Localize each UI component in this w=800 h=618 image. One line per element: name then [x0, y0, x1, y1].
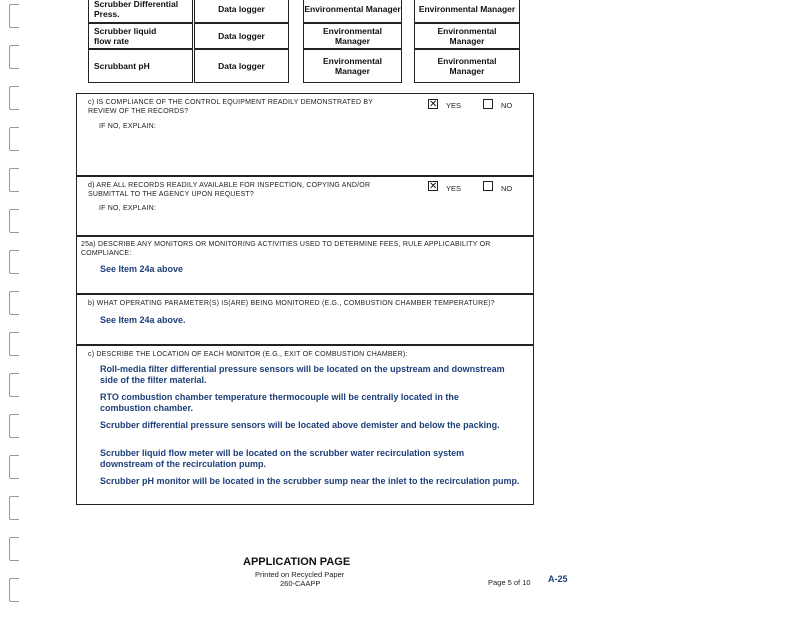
binder-hole: [9, 209, 19, 233]
footer-form-number: 260-CAAPP: [280, 579, 321, 588]
table-cell-reviewer: Environmental Manager: [414, 22, 520, 50]
binder-hole: [9, 291, 19, 315]
footer-page-number: Page 5 of 10: [488, 578, 531, 587]
table-cell-method: Data logger: [194, 48, 289, 83]
table-cell-responsible: Environmental Manager: [303, 48, 402, 83]
question-d-box: [76, 176, 534, 236]
table-cell-parameter: Scrubber Differential Press.: [88, 0, 193, 24]
binder-hole: [9, 455, 19, 479]
yes-label: YES: [446, 184, 462, 193]
question-d-text: d) ARE ALL RECORDS READILY AVAILABLE FOR INSPECTION, COPYING AND/OR SUBMITTAL TO THE AGENCY UPON REQUEST?: [88, 182, 371, 198]
binder-hole: [9, 250, 19, 274]
answer-location-item: Scrubber liquid flow meter will be located on the scrubber water recirculation system downstream of the recirculation pump.: [100, 448, 465, 469]
yes-label: YES: [446, 101, 462, 110]
binder-hole: [9, 414, 19, 438]
question-25a-text: 25a) DESCRIBE ANY MONITORS OR MONITORING ACTIVITIES USED TO DETERMINE FEES, RULE APPLICABILITY OR COMPLIANCE:: [81, 241, 491, 257]
answer-25a: See Item 24a above: [100, 264, 184, 274]
answer-location-item: Scrubber pH monitor will be located in the scrubber sump near the inlet to the recirculation pump.: [100, 476, 520, 486]
table-cell-parameter: Scrubbant pH: [88, 48, 193, 83]
binder-hole: [9, 537, 19, 561]
table-cell-method: Data logger: [194, 22, 289, 50]
question-b-text: b) WHAT OPERATING PARAMETER(S) IS(ARE) BEING MONITORED (E.G., COMBUSTION CHAMBER TEMPERATURE)?: [88, 300, 495, 307]
table-cell-reviewer: Environmental Manager: [414, 0, 520, 24]
footer-title: APPLICATION PAGE: [243, 556, 351, 568]
question-location-text: c) DESCRIBE THE LOCATION OF EACH MONITOR (E.G., EXIT OF COMBUSTION CHAMBER):: [88, 351, 408, 358]
table-cell-parameter: Scrubber liquid flow rate: [88, 22, 193, 50]
table-cell-responsible: Environmental Manager: [303, 22, 402, 50]
explain-label: IF NO, EXPLAIN:: [99, 123, 157, 130]
binder-hole: [9, 332, 19, 356]
question-c-box: [76, 93, 534, 176]
binder-hole: [9, 578, 19, 602]
question-25a-box: [76, 236, 534, 294]
table-cell-reviewer: Environmental Manager: [414, 48, 520, 83]
yes-checkbox[interactable]: ✕: [429, 99, 438, 110]
question-c-text: c) IS COMPLIANCE OF THE CONTROL EQUIPMENT READILY DEMONSTRATED BY REVIEW OF THE RECORDS?: [88, 99, 374, 115]
table-cell-method: Data logger: [194, 0, 289, 24]
answer-location-item: Scrubber differential pressure sensors will be located above demister and below the packing.: [100, 420, 500, 430]
binder-hole: [9, 373, 19, 397]
answer-location-item: RTO combustion chamber temperature thermocouple will be centrally located in the combustion chamber.: [100, 392, 459, 413]
footer-page-code: A-25: [548, 574, 568, 584]
no-checkbox[interactable]: [483, 181, 493, 191]
explain-label: IF NO, EXPLAIN:: [99, 205, 157, 212]
no-checkbox[interactable]: [483, 99, 493, 109]
footer-printed: Printed on Recycled Paper: [255, 570, 345, 579]
answer-location-item: Roll-media filter differential pressure sensors will be located on the upstream and downstream side of the filter material.: [100, 364, 505, 385]
yes-checkbox[interactable]: ✕: [429, 181, 438, 192]
binder-hole: [9, 127, 19, 151]
no-label: NO: [501, 101, 513, 110]
question-location-box: [76, 345, 534, 505]
table-cell-responsible: Environmental Manager: [303, 0, 402, 24]
binder-hole: [9, 168, 19, 192]
question-b-box: [76, 294, 534, 345]
binder-hole: [9, 86, 19, 110]
binder-hole: [9, 45, 19, 69]
no-label: NO: [501, 184, 513, 193]
binder-hole: [9, 4, 19, 28]
binder-hole: [9, 496, 19, 520]
answer-b: See Item 24a above.: [100, 315, 186, 325]
